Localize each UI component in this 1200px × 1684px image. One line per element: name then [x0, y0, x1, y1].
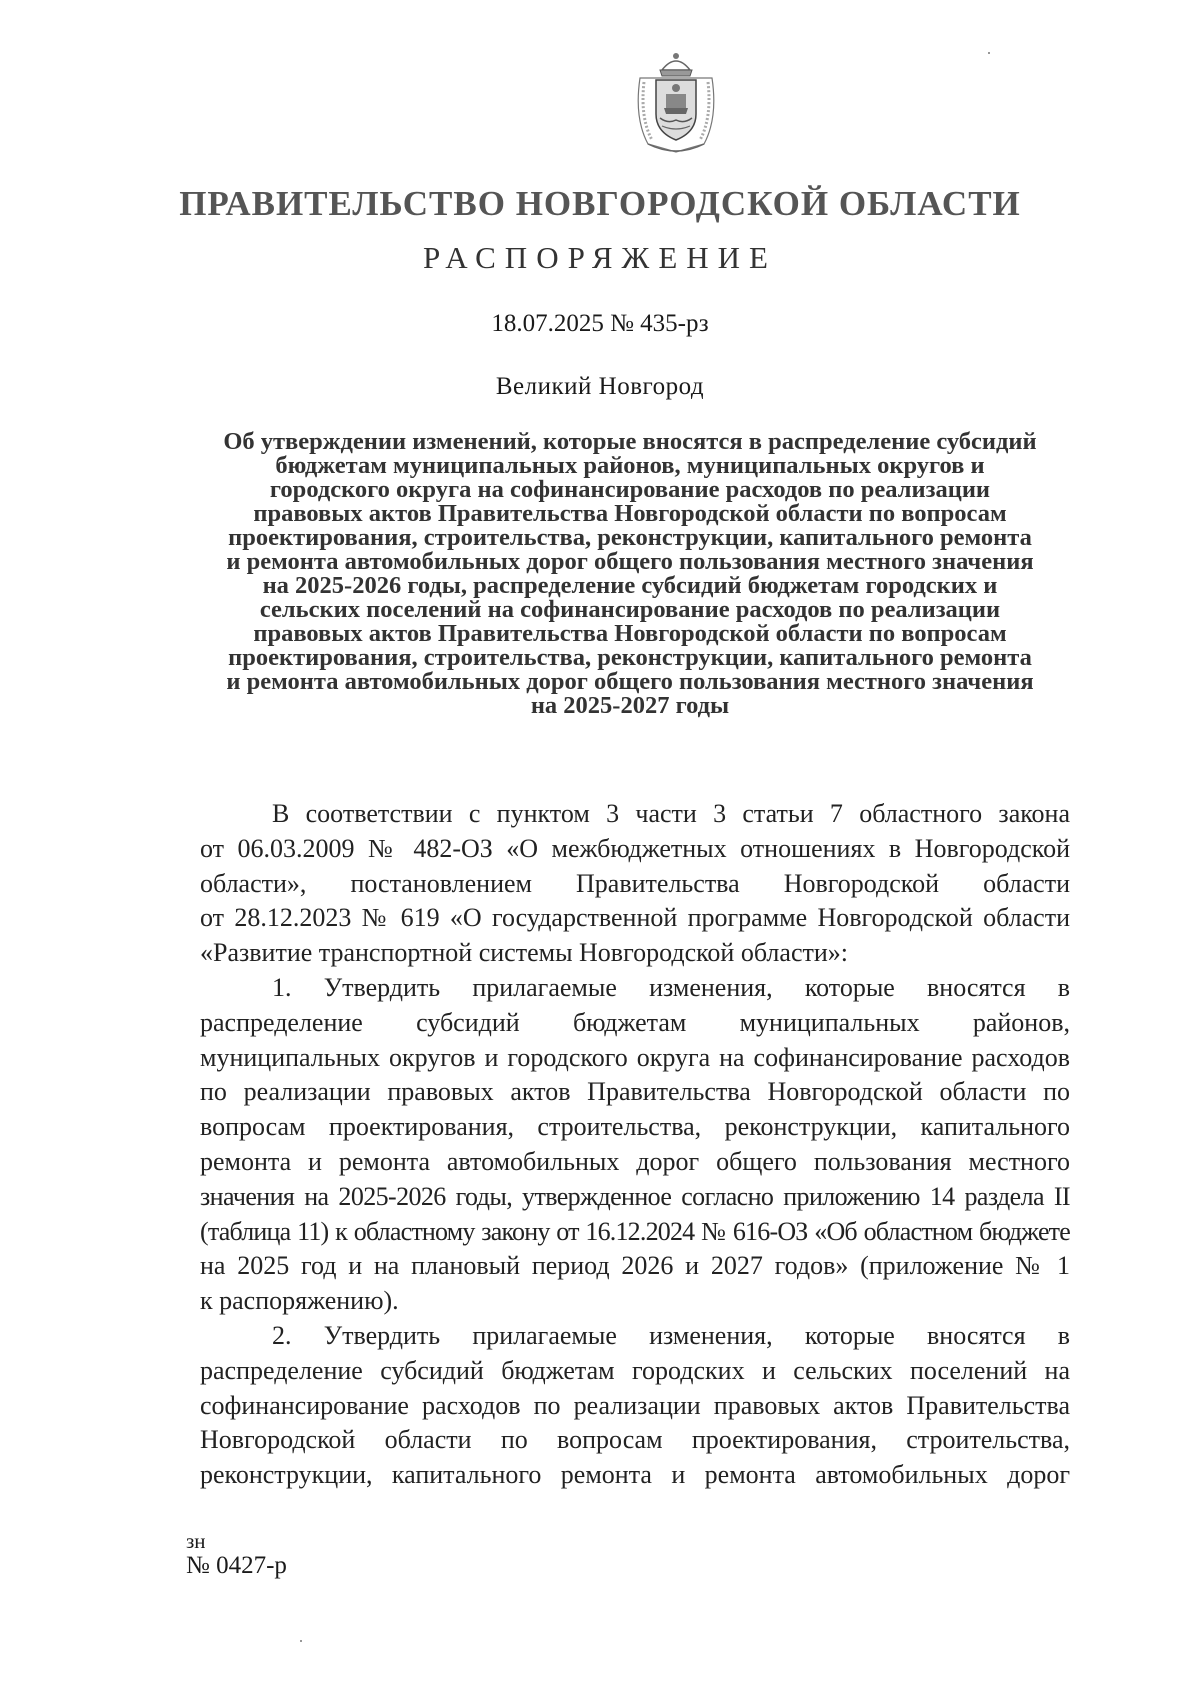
text-line: распределение субсидий бюджетам городских и сельских поселений на: [200, 1355, 1070, 1385]
subject-line: бюджетам муниципальных районов, муниципальных округов и: [275, 452, 985, 479]
text-line: В соответствии с пунктом 3 части 3 статьи 7 областного закона: [272, 799, 1070, 828]
date-and-number: 18.07.2025 № 435-рз: [491, 310, 709, 337]
subject-line: проектирования, строительства, реконструкции, капитального ремонта: [228, 524, 1032, 551]
text-line: ремонта и ремонта автомобильных дорог общего пользования местного: [200, 1146, 1070, 1176]
text-line: муниципальных округов и городского округа на софинансирование расходов: [200, 1042, 1070, 1072]
subject-line: и ремонта автомобильных дорог общего пользования местного значения: [226, 668, 1034, 695]
text-line: распределение субсидий бюджетам муниципальных районов,: [200, 1007, 1070, 1037]
text-line: от 06.03.2009 № 482-ОЗ «О межбюджетных отношениях в Новгородской: [200, 833, 1070, 863]
subject-line: сельских поселений на софинансирование расходов по реализации: [259, 596, 1001, 623]
text-line: софинансирование расходов по реализации правовых актов Правительства: [200, 1390, 1070, 1420]
subject-line: и ремонта автомобильных дорог общего пользования местного значения: [226, 548, 1034, 575]
form-number: № 0427-р: [186, 1552, 287, 1579]
text-line: Новгородской области по вопросам проектирования, строительства,: [200, 1425, 1070, 1455]
text-line: (таблица 11) к областному закону от 16.12.2024 № 616-ОЗ «Об областном бюджете: [200, 1216, 1070, 1246]
subject-line: правовых актов Правительства Новгородской области по вопросам: [253, 500, 1007, 527]
item-2-paragraph: [200, 1319, 1070, 1493]
city: Великий Новгород: [495, 373, 705, 400]
text-line: «Развитие транспортной системы Новгородской области»:: [200, 938, 848, 968]
text-line: вопросам проектирования, строительства, реконструкции, капитального: [200, 1112, 1070, 1142]
preamble-paragraph: [200, 797, 1070, 971]
text-line: реконструкции, капитального ремонта и ремонта автомобильных дорог: [200, 1460, 1070, 1490]
item-1-paragraph: [200, 971, 1070, 1319]
text-line: области», постановлением Правительства Новгородской области: [200, 868, 1070, 898]
document-subject: [190, 430, 1070, 718]
text-line: значения на 2025-2026 годы, утвержденное согласно приложению 14 раздела II: [200, 1181, 1070, 1211]
text-line: на 2025 год и на плановый период 2026 и 2027 годов» (приложение № 1: [200, 1251, 1070, 1281]
document-body: [200, 797, 1070, 1493]
subject-line: на 2025-2027 годы: [530, 692, 730, 719]
text-line: к распоряжению).: [200, 1286, 399, 1316]
subject-line: Об утверждении изменений, которые вносятся в распределение субсидий: [223, 428, 1037, 455]
text-line: от 28.12.2023 № 619 «О государственной программе Новгородской области: [200, 903, 1070, 933]
text-line: 1. Утвердить прилагаемые изменения, которые вносятся в: [272, 972, 1070, 1002]
organization-title: ПРАВИТЕЛЬСТВО НОВГОРОДСКОЙ ОБЛАСТИ: [179, 184, 1021, 223]
document-type: РАСПОРЯЖЕНИЕ: [423, 240, 777, 275]
text-line: 2. Утвердить прилагаемые изменения, которые вносятся в: [272, 1320, 1070, 1350]
subject-line: на 2025-2026 годы, распределение субсидий бюджетам городских и: [262, 572, 998, 599]
text-line: по реализации правовых актов Правительства Новгородской области по: [200, 1077, 1070, 1107]
coat-of-arms-icon: [628, 48, 724, 158]
subject-line: городского округа на софинансирование расходов по реализации: [269, 476, 991, 503]
executor-code: зн: [186, 1529, 206, 1553]
subject-line: проектирования, строительства, реконструкции, капитального ремонта: [228, 644, 1032, 671]
subject-line: правовых актов Правительства Новгородской области по вопросам: [253, 620, 1007, 647]
